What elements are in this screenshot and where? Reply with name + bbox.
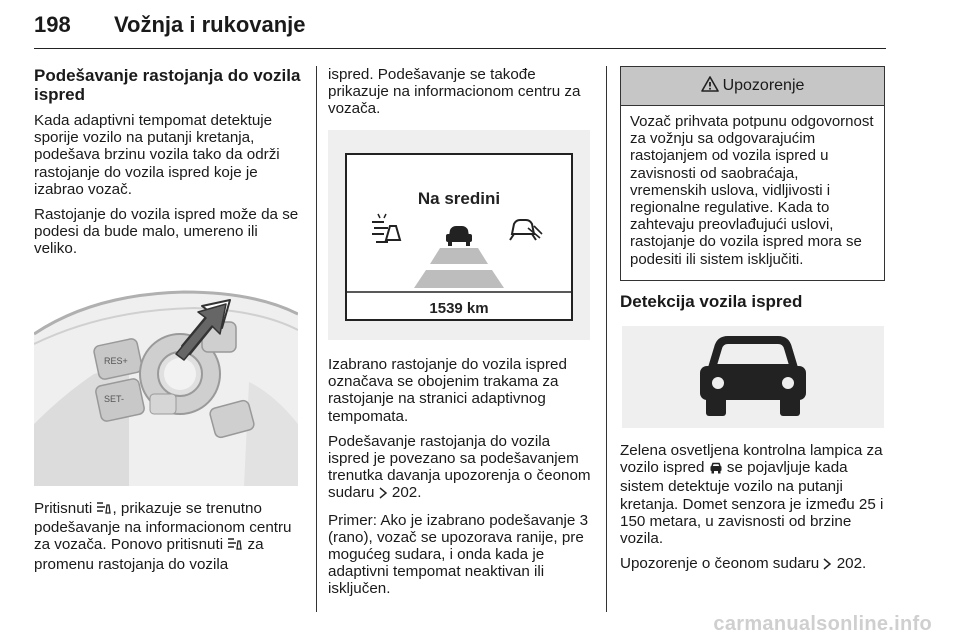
section-heading-detection: Detekcija vozila ispred — [620, 292, 803, 311]
text-run: Zelena osvetljena kontrolna lampica za vozilo ispred — [620, 442, 883, 477]
column-2-bottom — [328, 356, 594, 606]
watermark: carmanualsonline.info — [713, 613, 932, 635]
warning-text: Vozač prihvata potpunu odgovornost za vožnju sa odgovarajućim rastojanjem od vozila ispred u zavisnosti od saobraćaja, vremenskih uslova, vidljivosti i regionalne regulative. Kada to zahtevaju preovlađujući uslovi, rastojanje do vozila ispred mora se podesiti ili sistem isključiti. — [630, 113, 874, 268]
set-button-label: SET- — [104, 394, 125, 404]
text-run: za promenu rastojanja do vozila — [34, 536, 264, 573]
section-heading-distance: Podešavanje rastojanja do vozila ispred — [34, 66, 301, 104]
warning-title: Upozorenje — [722, 77, 805, 94]
column-1-bottom — [34, 500, 304, 581]
column-3-bottom — [620, 442, 890, 582]
paragraph: ispred. Podešavanje se takođe prikazuje na informacionom centru za vozača. — [328, 66, 581, 118]
column-3-heading — [620, 292, 890, 319]
header-rule — [34, 48, 886, 49]
paragraph-collision-ref — [620, 555, 890, 574]
column-1 — [34, 66, 304, 266]
page-number: 198 — [34, 12, 71, 37]
page-header — [34, 4, 886, 48]
page-ref[interactable]: 202. — [387, 484, 422, 502]
vehicle-ahead-icon — [709, 461, 723, 478]
text-run: Upozorenje o čeonom sudaru — [620, 555, 824, 573]
vehicle-ahead-figure — [622, 326, 884, 428]
res-button-label: RES+ — [104, 356, 128, 366]
text-run: Pritisnuti — [34, 500, 97, 517]
paragraph: Izabrano rastojanje do vozila ispred označava se obojenim trakama za rastojanje na stranici adaptivnog tempomata. — [328, 356, 567, 425]
paragraph-distance-button — [34, 500, 304, 573]
paragraph-collision-link — [328, 433, 594, 504]
distance-icon — [227, 537, 243, 555]
column-divider-1 — [316, 66, 317, 612]
text-run: , prikazuje se trenutno podešavanje na informacionom centru za vozača. Ponovo pritisnuti — [34, 500, 292, 554]
arrow-ref-icon — [379, 486, 388, 503]
odometer-readout: 1539 km — [429, 300, 489, 317]
warning-triangle-icon — [701, 76, 719, 97]
driver-info-display — [328, 130, 590, 340]
paragraph-indicator — [620, 442, 890, 547]
paragraph: Kada adaptivni tempomat detektuje sporije vozilo na putanji kretanja, podešava brzinu vozila tako da održi rastojanje do vozila ispred koje je izabrao vozač. — [34, 112, 280, 198]
column-2-top — [328, 66, 594, 126]
vehicle-ahead-icon — [622, 326, 884, 428]
paragraph: Primer: Ako je izabrano podešavanje 3 (rano), vozač se upozorava ranije, pre mogućeg sudara, i onda kada je adaptivni tempomat neaktivan ili isključen. — [328, 511, 589, 598]
warning-header — [621, 67, 884, 106]
text-run: se pojavljuje kada sistem detektuje vozilo na putanji kretanja. Domet senzora je između 25 i 150 metara, u zavisnosti od brzine vozila. — [620, 459, 884, 548]
text-run: Podešavanje rastojanja do vozila ispred je povezano sa podešavanjem trenutka davanja upozorenja o čeonom sudaru — [328, 432, 591, 502]
paragraph: Rastojanje do vozila ispred može da se podesi da bude malo, umereno ili veliko. — [34, 206, 299, 258]
page-ref[interactable]: 202. — [832, 555, 867, 573]
distance-icon — [96, 501, 112, 519]
warning-box — [620, 66, 885, 281]
steering-wheel-illustration — [34, 274, 298, 486]
display-mode-label: Na sredini — [417, 189, 501, 208]
chapter-title: Vožnja i rukovanje — [114, 12, 306, 37]
column-divider-2 — [606, 66, 607, 612]
steering-wheel-figure — [34, 274, 298, 486]
driver-info-display-figure — [328, 130, 590, 340]
